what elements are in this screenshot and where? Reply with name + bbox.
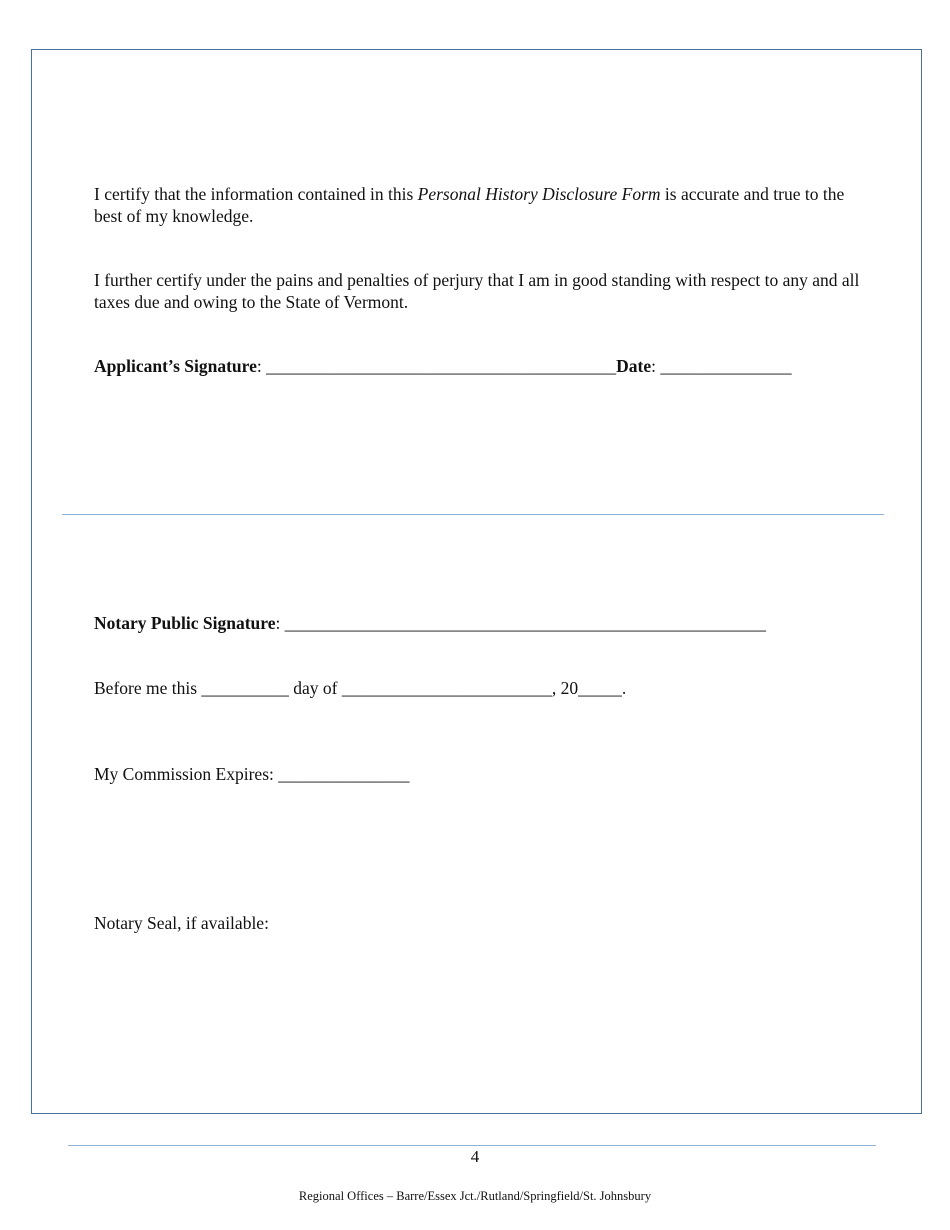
date-label: Date <box>616 356 652 376</box>
date-separator: : <box>651 356 661 376</box>
certification-text-end: is accurate and true to the best of my knowledge. <box>94 184 845 226</box>
certification-text-start: I certify that the information contained in this <box>94 184 418 204</box>
form-name: Personal History Disclosure Form <box>417 184 661 204</box>
notary-signature-separator: : <box>275 613 285 633</box>
regional-offices-footer: Regional Offices – Barre/Essex Jct./Rutland/Springfield/St. Johnsbury <box>298 1189 652 1203</box>
notary-signature-line <box>94 613 766 635</box>
notary-signature-field[interactable]: _______________________________________________________ <box>284 613 766 633</box>
applicant-signature-line <box>94 356 792 378</box>
applicant-signature-label: Applicant’s Signature <box>94 356 257 376</box>
certification-paragraph-1 <box>94 184 864 227</box>
commission-expires-line[interactable]: My Commission Expires: _______________ <box>94 764 410 784</box>
applicant-signature-separator: : <box>256 356 267 376</box>
date-field[interactable]: _______________ <box>660 356 792 376</box>
section-divider <box>62 514 884 515</box>
certification-paragraph-2: I further certify under the pains and penalties of perjury that I am in good standing with respect to any and all taxes due and owing to the State of Vermont. <box>94 270 860 312</box>
notary-seal-label: Notary Seal, if available: <box>94 913 269 933</box>
notary-signature-label: Notary Public Signature <box>94 613 276 633</box>
before-me-line[interactable]: Before me this __________ day of ________________________, 20_____. <box>94 678 627 698</box>
applicant-signature-field[interactable]: ________________________________________ <box>266 356 617 376</box>
page-number: 4 <box>470 1147 480 1166</box>
footer-rule <box>68 1145 876 1146</box>
